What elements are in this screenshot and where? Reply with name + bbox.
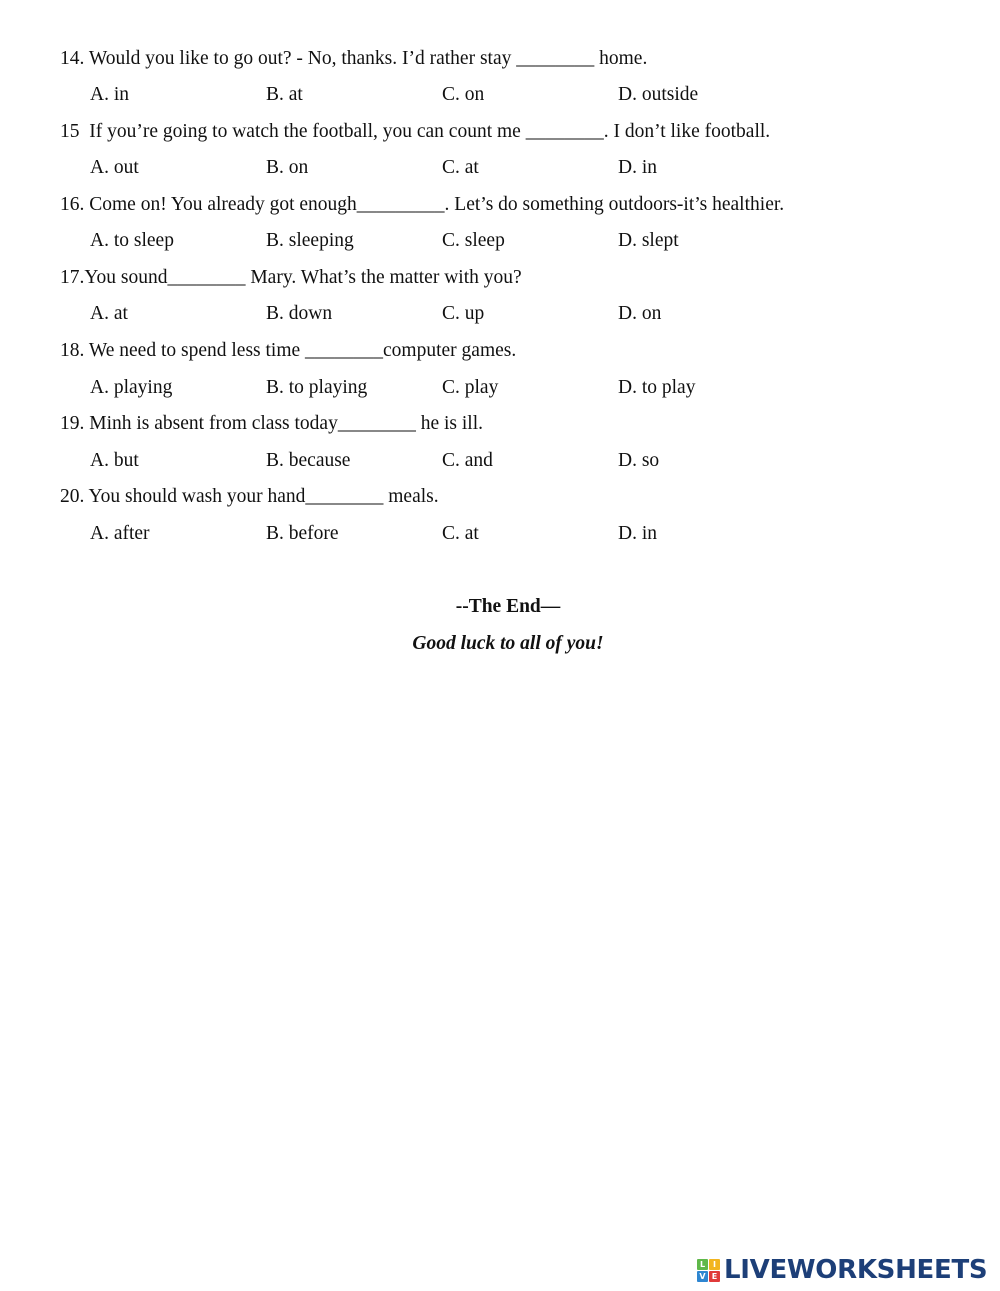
question-17: 17.You sound________ Mary. What’s the matter with you? (60, 267, 522, 288)
option-a[interactable]: A. in (90, 84, 129, 105)
option-c[interactable]: C. up (442, 303, 485, 324)
option-c[interactable]: C. play (442, 377, 499, 398)
liveworksheets-logo (697, 1256, 987, 1284)
option-d[interactable]: D. so (618, 450, 660, 471)
question-14: 14. Would you like to go out? - No, thanks. I’d rather stay ________ home. (60, 48, 648, 69)
option-a[interactable]: A. to sleep (90, 230, 174, 251)
question-15: 15 If you’re going to watch the football, you can count me ________. I don’t like football. (60, 121, 771, 142)
option-d[interactable]: D. to play (618, 377, 696, 398)
option-d[interactable]: D. in (618, 523, 657, 544)
options-20 (0, 522, 1000, 546)
option-d[interactable]: D. outside (618, 84, 699, 105)
logo-square-i: I (709, 1259, 720, 1270)
question-16: 16. Come on! You already got enough_________. Let’s do something outdoors-it’s healthier. (60, 194, 785, 215)
option-c[interactable]: C. and (442, 450, 493, 471)
options-14 (0, 83, 1000, 107)
option-b[interactable]: B. at (266, 84, 303, 105)
option-b[interactable]: B. because (266, 450, 351, 471)
logo-text: LIVEWORKSHEETS (724, 1255, 988, 1285)
option-a[interactable]: A. after (90, 523, 150, 544)
option-c[interactable]: C. at (442, 523, 479, 544)
the-end-heading: --The End— (455, 596, 561, 617)
option-d[interactable]: D. on (618, 303, 662, 324)
option-c[interactable]: C. sleep (442, 230, 505, 251)
options-17 (0, 302, 1000, 326)
option-b[interactable]: B. to playing (266, 377, 368, 398)
option-b[interactable]: B. on (266, 157, 309, 178)
option-a[interactable]: A. but (90, 450, 139, 471)
option-b[interactable]: B. sleeping (266, 230, 354, 251)
option-d[interactable]: D. in (618, 157, 657, 178)
options-18 (0, 376, 1000, 400)
question-19: 19. Minh is absent from class today________ he is ill. (60, 413, 484, 434)
options-19 (0, 449, 1000, 473)
option-b[interactable]: B. down (266, 303, 333, 324)
logo-square-v: V (697, 1271, 708, 1282)
logo-live-icon (697, 1259, 720, 1282)
good-luck-message: Good luck to all of you! (412, 633, 604, 654)
option-b[interactable]: B. before (266, 523, 339, 544)
logo-square-l: L (697, 1259, 708, 1270)
options-15 (0, 156, 1000, 180)
option-c[interactable]: C. on (442, 84, 485, 105)
option-d[interactable]: D. slept (618, 230, 679, 251)
option-a[interactable]: A. at (90, 303, 128, 324)
question-20: 20. You should wash your hand________ meals. (60, 486, 439, 507)
option-a[interactable]: A. playing (90, 377, 173, 398)
options-16 (0, 229, 1000, 253)
option-c[interactable]: C. at (442, 157, 479, 178)
option-a[interactable]: A. out (90, 157, 139, 178)
question-18: 18. We need to spend less time ________computer games. (60, 340, 517, 361)
logo-square-e: E (709, 1271, 720, 1282)
